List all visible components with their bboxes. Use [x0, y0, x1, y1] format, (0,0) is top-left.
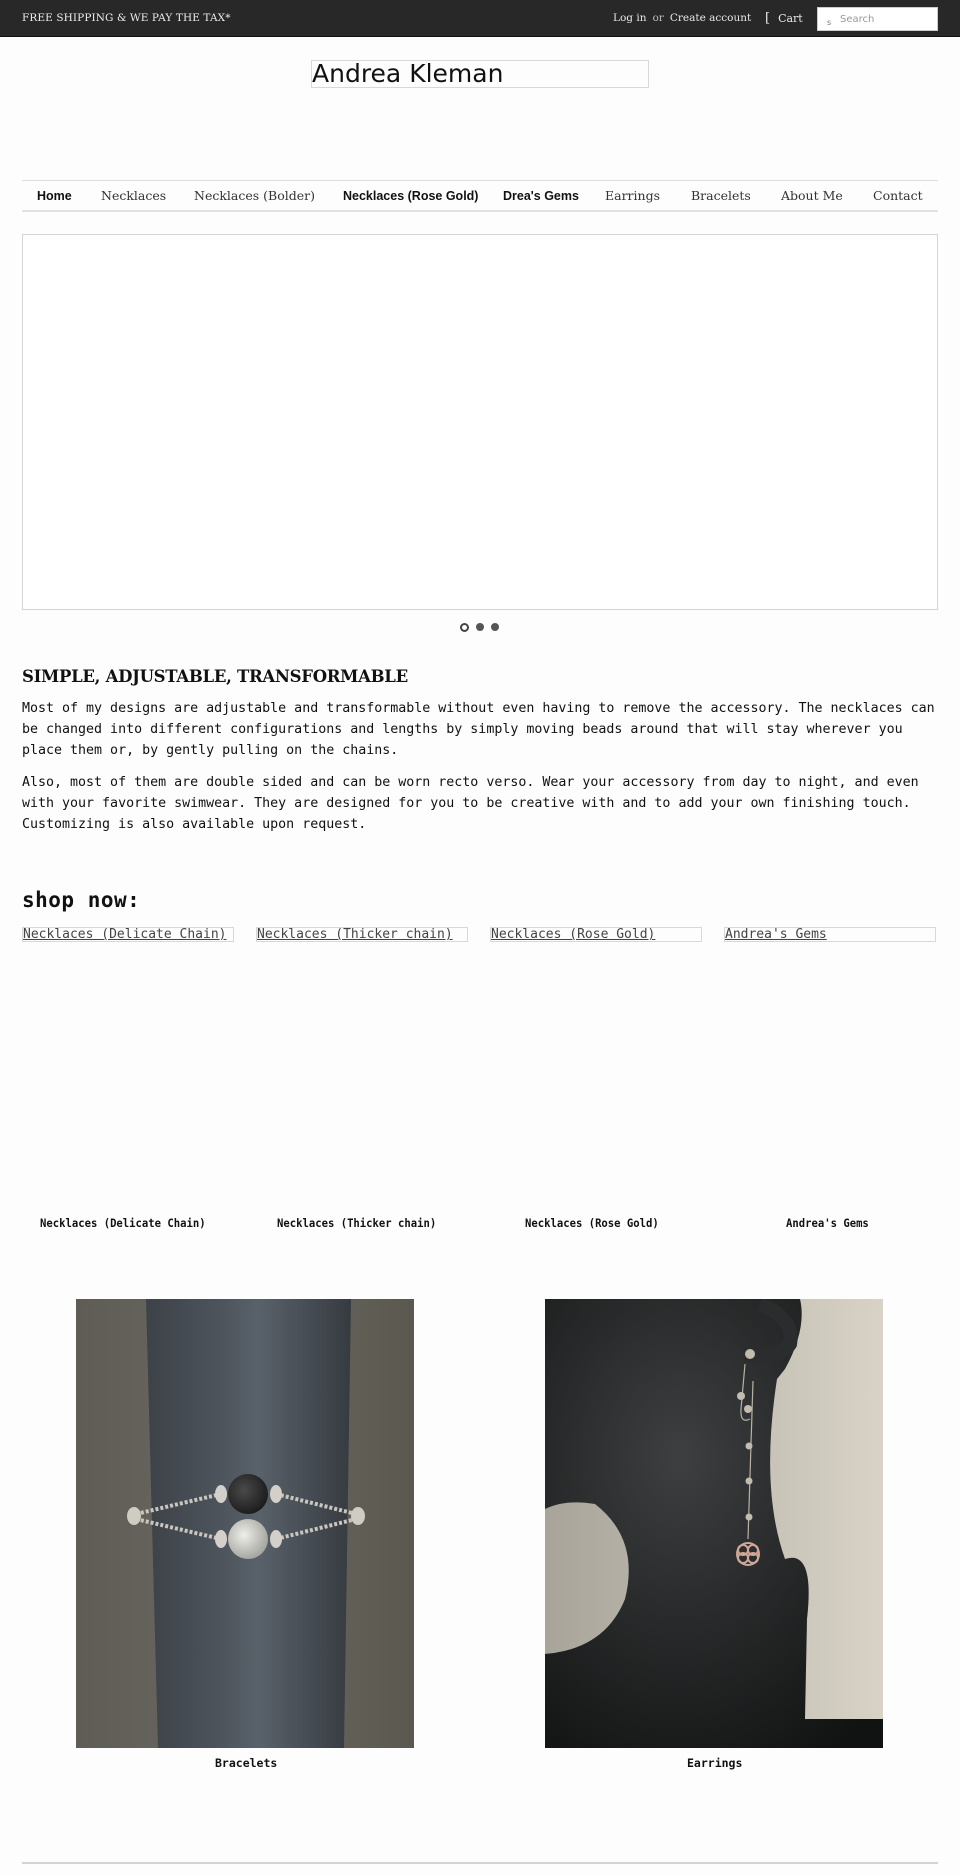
search-box[interactable] — [817, 7, 938, 31]
nav-item-earrings[interactable]: Earrings — [605, 188, 660, 203]
collection-title-thicker-chain[interactable]: Necklaces (Thicker chain) — [277, 1216, 437, 1230]
earrings-caption[interactable]: Earrings — [687, 1756, 743, 1770]
nav-item-home[interactable]: Home — [37, 189, 72, 203]
feature-title: SIMPLE, ADJUSTABLE, TRANSFORMABLE — [22, 667, 408, 686]
create-account-link[interactable]: Create account — [669, 12, 752, 24]
site-logo[interactable]: Andrea Kleman — [311, 60, 649, 88]
nav-item-dreas-gems[interactable]: Drea's Gems — [503, 189, 579, 203]
slide-dot-2[interactable] — [476, 623, 484, 631]
collection-image-rose-gold[interactable]: Necklaces (Rose Gold) — [490, 927, 702, 942]
earring-photo-icon — [545, 1299, 883, 1748]
cart-link[interactable] — [765, 11, 803, 26]
login-link[interactable]: Log in — [613, 12, 647, 24]
collection-image-andreas-gems[interactable]: Andrea's Gems — [724, 927, 936, 942]
cart-icon: [ — [765, 11, 771, 26]
earrings-image[interactable] — [545, 1299, 883, 1748]
feature-paragraph-1: Most of my designs are adjustable and transformable without even having to remove the accessory. The necklaces can be changed into different configurations and lengths by simply moving beads around that will stay wherever you place them or, by gently pulling on the chains. — [22, 701, 935, 758]
slide-dot-3[interactable] — [491, 623, 499, 631]
nav-item-necklaces-bolder[interactable]: Necklaces (Bolder) — [194, 188, 315, 203]
collection-title-andreas-gems[interactable]: Andrea's Gems — [786, 1216, 869, 1230]
main-nav — [22, 180, 938, 212]
footer-divider — [22, 1862, 938, 1864]
promo-text: FREE SHIPPING & WE PAY THE TAX* — [22, 12, 231, 24]
hero-slideshow[interactable] — [22, 234, 938, 610]
top-bar — [0, 0, 960, 37]
nav-item-bracelets[interactable]: Bracelets — [691, 188, 751, 203]
nav-item-contact[interactable]: Contact — [873, 188, 923, 203]
search-input[interactable] — [840, 11, 935, 27]
feature-paragraph-2: Also, most of them are double sided and can be worn recto verso. Wear your accessory from day to night, and even with your favorite swimwear. They are designed for you to be creative with and to add your own finishing touch. Customizing is also available upon request. — [22, 775, 919, 832]
collection-title-rose-gold[interactable]: Necklaces (Rose Gold) — [525, 1216, 659, 1230]
bracelet-photo-icon — [76, 1299, 414, 1748]
bracelets-caption[interactable]: Bracelets — [215, 1756, 278, 1770]
cart-label: Cart — [778, 12, 803, 25]
or-text: or — [652, 12, 664, 24]
search-icon[interactable]: s — [827, 18, 832, 27]
nav-item-necklaces[interactable]: Necklaces — [101, 188, 167, 203]
collection-image-thicker-chain[interactable]: Necklaces (Thicker chain) — [256, 927, 468, 942]
shop-now-heading: shop now: — [22, 888, 141, 912]
collection-image-delicate-chain[interactable]: Necklaces (Delicate Chain) — [22, 927, 234, 942]
collection-title-delicate-chain[interactable]: Necklaces (Delicate Chain) — [40, 1216, 206, 1230]
account-links — [613, 12, 751, 24]
nav-item-necklaces-rose-gold[interactable]: Necklaces (Rose Gold) — [343, 189, 479, 203]
bracelets-image[interactable] — [76, 1299, 414, 1748]
slide-dot-1[interactable] — [460, 623, 469, 632]
nav-item-about-me[interactable]: About Me — [781, 188, 843, 203]
